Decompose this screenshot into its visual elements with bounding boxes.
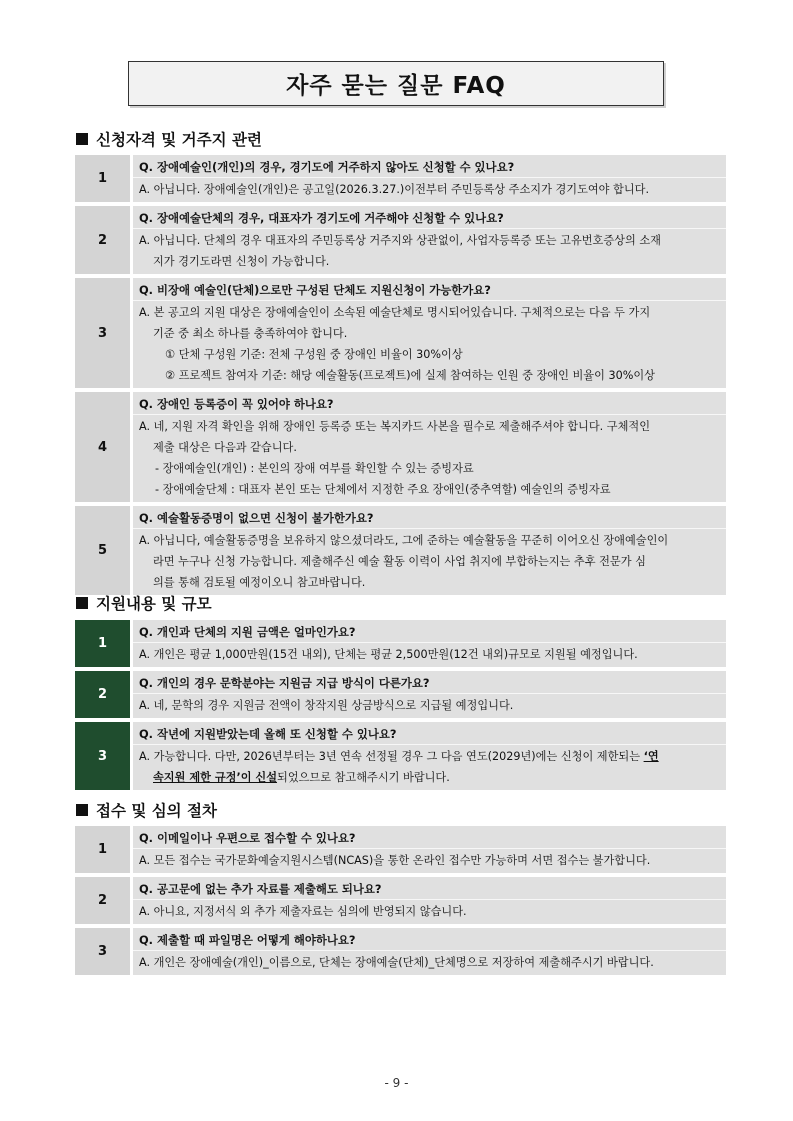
answer-line: - 장애예술인(개인) : 본인의 장애 여부를 확인할 수 있는 증빙자료	[155, 462, 474, 475]
page-number: - 9 -	[384, 1076, 409, 1090]
faq-question: Q. 개인과 단체의 지원 금액은 얼마인가요?	[133, 620, 726, 643]
section-heading-eligibility	[76, 128, 262, 150]
faq-answer	[133, 178, 726, 202]
answer-line	[139, 767, 720, 788]
faq-row	[75, 826, 726, 873]
answer-line: A. 네, 문학의 경우 지원금 전액이 창작지원 상금방식으로 지급될 예정입니다.	[139, 699, 514, 712]
faq-table-support	[75, 620, 726, 794]
answer-text: A. 가능합니다. 다만, 2026년부터는 3년 연속 선정될 경우 그 다음 연도(2029년)에는 신청이 제한되는	[139, 750, 644, 763]
faq-answer	[133, 415, 726, 502]
faq-question: Q. 제출할 때 파일명은 어떻게 해야하나요?	[133, 928, 726, 951]
answer-line: 라면 누구나 신청 가능합니다. 제출해주신 예술 활동 이력이 사업 취지에 부합하는지는 추후 전문가 심	[153, 555, 646, 568]
faq-number: 3	[75, 278, 130, 388]
faq-row	[75, 671, 726, 718]
answer-line: 지가 경기도라면 신청이 가능합니다.	[153, 255, 330, 268]
faq-question: Q. 장애예술단체의 경우, 대표자가 경기도에 거주해야 신청할 수 있나요?	[133, 206, 726, 229]
answer-emphasis: ‘연	[643, 750, 659, 763]
faq-row	[75, 506, 726, 595]
faq-content	[133, 722, 726, 790]
faq-number: 5	[75, 506, 130, 595]
faq-table-process	[75, 826, 726, 979]
answer-line: ② 프로젝트 참여자 기준: 해당 예술활동(프로젝트)에 실제 참여하는 인원 중 장애인 비율이 30%이상	[165, 369, 655, 382]
faq-content	[133, 392, 726, 502]
answer-line: 의를 통해 검토될 예정이오니 참고바랍니다.	[153, 576, 366, 589]
faq-content	[133, 877, 726, 924]
faq-number: 3	[75, 928, 130, 975]
answer-line	[139, 746, 720, 767]
faq-answer	[133, 229, 726, 274]
faq-table-eligibility	[75, 155, 726, 599]
faq-content	[133, 826, 726, 873]
faq-content	[133, 671, 726, 718]
answer-emphasis: 속지원 제한 규정’이 신설	[153, 771, 278, 784]
faq-content	[133, 278, 726, 388]
square-bullet-icon	[76, 597, 88, 609]
answer-line: A. 모든 접수는 국가문화예술지원시스템(NCAS)을 통한 온라인 접수만 가능하며 서면 접수는 불가합니다.	[139, 854, 651, 867]
faq-question: Q. 작년에 지원받았는데 올해 또 신청할 수 있나요?	[133, 722, 726, 745]
faq-row	[75, 278, 726, 388]
faq-answer	[133, 301, 726, 388]
answer-line: A. 아닙니다. 단체의 경우 대표자의 주민등록상 거주지와 상관없이, 사업자등록증 또는 고유번호증상의 소재	[139, 234, 661, 247]
faq-number: 1	[75, 620, 130, 667]
faq-row	[75, 722, 726, 790]
faq-number: 2	[75, 206, 130, 274]
faq-answer	[133, 951, 726, 975]
faq-question: Q. 이메일이나 우편으로 접수할 수 있나요?	[133, 826, 726, 849]
faq-content	[133, 206, 726, 274]
answer-line: A. 아닙니다, 예술활동증명을 보유하지 않으셨더라도, 그에 준하는 예술활동을 꾸준히 이어오신 장애예술인이	[139, 534, 669, 547]
faq-question: Q. 장애인 등록증이 꼭 있어야 하나요?	[133, 392, 726, 415]
answer-line: A. 아닙니다. 장애예술인(개인)은 공고일(2026.3.27.)이전부터 주민등록상 주소지가 경기도여야 합니다.	[139, 183, 650, 196]
faq-number: 2	[75, 877, 130, 924]
answer-text: 되었으므로 참고해주시기 바랍니다.	[277, 771, 450, 784]
section-heading-label: 지원내용 및 규모	[96, 595, 212, 613]
faq-content	[133, 506, 726, 595]
square-bullet-icon	[76, 804, 88, 816]
section-heading-process	[76, 799, 217, 821]
faq-answer	[133, 900, 726, 924]
faq-answer	[133, 849, 726, 873]
faq-row	[75, 392, 726, 502]
faq-question: Q. 비장애 예술인(단체)으로만 구성된 단체도 지원신청이 가능한가요?	[133, 278, 726, 301]
faq-content	[133, 928, 726, 975]
faq-number: 3	[75, 722, 130, 790]
answer-line: A. 네, 지원 자격 확인을 위해 장애인 등록증 또는 복지카드 사본을 필수로 제출해주셔야 합니다. 구체적인	[139, 420, 651, 433]
faq-question: Q. 공고문에 없는 추가 자료를 제출해도 되나요?	[133, 877, 726, 900]
square-bullet-icon	[76, 133, 88, 145]
faq-answer	[133, 745, 726, 790]
section-heading-label: 신청자격 및 거주지 관련	[96, 131, 262, 149]
answer-line: 제출 대상은 다음과 같습니다.	[153, 441, 297, 454]
faq-answer	[133, 643, 726, 667]
faq-row	[75, 155, 726, 202]
faq-row	[75, 928, 726, 975]
faq-question: Q. 예술활동증명이 없으면 신청이 불가한가요?	[133, 506, 726, 529]
faq-content	[133, 155, 726, 202]
answer-line: - 장애예술단체 : 대표자 본인 또는 단체에서 지정한 주요 장애인(중추역할) 예술인의 증빙자료	[155, 483, 611, 496]
page-title: 자주 묻는 질문 FAQ	[128, 61, 664, 106]
faq-question: Q. 개인의 경우 문학분야는 지원금 지급 방식이 다른가요?	[133, 671, 726, 694]
faq-row	[75, 206, 726, 274]
faq-answer	[133, 529, 726, 595]
answer-line: ① 단체 구성원 기준: 전체 구성원 중 장애인 비율이 30%이상	[165, 348, 463, 361]
faq-answer	[133, 694, 726, 718]
faq-question: Q. 장애예술인(개인)의 경우, 경기도에 거주하지 않아도 신청할 수 있나요?	[133, 155, 726, 178]
section-heading-support	[76, 592, 212, 614]
answer-line: A. 개인은 평균 1,000만원(15건 내외), 단체는 평균 2,500만원(12건 내외)규모로 지원될 예정입니다.	[139, 648, 638, 661]
answer-line: A. 아니요, 지정서식 외 추가 제출자료는 심의에 반영되지 않습니다.	[139, 905, 467, 918]
faq-row	[75, 620, 726, 667]
faq-number: 2	[75, 671, 130, 718]
section-heading-label: 접수 및 심의 절차	[96, 802, 218, 820]
faq-number: 1	[75, 826, 130, 873]
faq-number: 1	[75, 155, 130, 202]
faq-number: 4	[75, 392, 130, 502]
answer-line: A. 개인은 장애예술(개인)_이름으로, 단체는 장애예술(단체)_단체명으로 저장하여 제출해주시기 바랍니다.	[139, 956, 654, 969]
answer-line: A. 본 공고의 지원 대상은 장애예술인이 소속된 예술단체로 명시되어있습니다. 구체적으로는 다음 두 가지	[139, 306, 651, 319]
faq-content	[133, 620, 726, 667]
faq-row	[75, 877, 726, 924]
answer-line: 기준 중 최소 하나를 충족하여야 합니다.	[153, 327, 348, 340]
